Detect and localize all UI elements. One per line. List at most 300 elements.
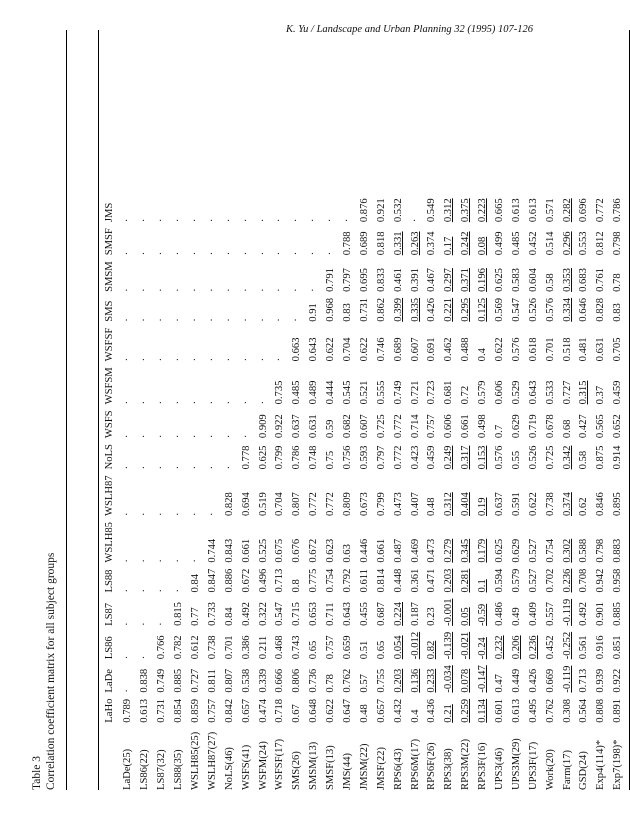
table-cell bbox=[323, 629, 340, 662]
cell-value: 0.618 bbox=[527, 337, 539, 362]
table-cell bbox=[610, 225, 627, 258]
cell-value: 0.922 bbox=[274, 414, 286, 439]
cell-value: 0.749 bbox=[156, 668, 168, 693]
table-cell bbox=[221, 595, 238, 628]
table-cell bbox=[204, 662, 221, 695]
table-cell bbox=[441, 364, 458, 407]
cell-value: 0.571 bbox=[544, 198, 556, 223]
cell-value: 0.743 bbox=[291, 635, 303, 660]
table-cell bbox=[238, 364, 255, 407]
table-cell bbox=[221, 195, 238, 225]
table-cell bbox=[542, 472, 559, 519]
table-cell bbox=[272, 441, 289, 472]
cell-value: · bbox=[257, 218, 269, 223]
table-row bbox=[559, 195, 576, 790]
table-cell bbox=[407, 595, 424, 628]
cell-value: 0.689 bbox=[392, 337, 404, 362]
cell-value: · bbox=[190, 318, 201, 322]
row-label: WSLH85(25) bbox=[190, 731, 201, 790]
cell-value: 0.054 bbox=[392, 635, 404, 660]
cell-value: 0.704 bbox=[274, 492, 286, 517]
cell-value: 0.555 bbox=[375, 380, 387, 405]
table-cell bbox=[407, 696, 424, 726]
table-cell bbox=[188, 441, 205, 472]
cell-value: 0.721 bbox=[409, 380, 421, 405]
cell-value: · bbox=[206, 465, 218, 470]
table-cell bbox=[458, 225, 475, 258]
table-cell bbox=[171, 696, 188, 726]
cell-value: · bbox=[240, 218, 252, 223]
cell-value: 0.455 bbox=[358, 602, 370, 626]
table-cell bbox=[323, 258, 340, 295]
cell-value: · bbox=[122, 318, 134, 322]
cell-value: 0.48 bbox=[426, 497, 438, 517]
cell-value: 0.461 bbox=[392, 268, 404, 292]
table-label: Table 3 bbox=[31, 755, 43, 790]
table-cell bbox=[475, 662, 492, 695]
cell-value: 0.386 bbox=[240, 635, 252, 660]
table-cell bbox=[542, 364, 559, 407]
table-row bbox=[356, 195, 373, 790]
table-cell bbox=[593, 407, 610, 441]
cell-value: 0.733 bbox=[206, 602, 218, 626]
table-cell bbox=[154, 629, 171, 662]
cell-value: 0.754 bbox=[325, 568, 337, 593]
cell-value: 0.939 bbox=[595, 668, 607, 693]
table-cell bbox=[340, 629, 357, 662]
table-cell bbox=[407, 662, 424, 695]
cell-value: 0.297 bbox=[443, 268, 455, 292]
table-cell bbox=[272, 295, 289, 325]
header-row bbox=[98, 195, 120, 790]
cell-value: 0.809 bbox=[342, 492, 354, 517]
table-cell bbox=[475, 295, 492, 325]
row-label: WSLH87(27) bbox=[206, 731, 218, 790]
table-cell bbox=[441, 595, 458, 628]
table-cell bbox=[137, 258, 154, 295]
table-cell bbox=[171, 225, 188, 258]
row-label: JMSM(22) bbox=[358, 743, 370, 790]
cell-value: · bbox=[190, 434, 201, 439]
table-row bbox=[340, 195, 357, 790]
cell-value: · bbox=[173, 512, 185, 517]
cell-value: 0.409 bbox=[527, 602, 539, 626]
table-cell bbox=[390, 258, 407, 295]
table-cell bbox=[424, 629, 441, 662]
table-cell bbox=[508, 441, 525, 472]
table-cell bbox=[593, 325, 610, 365]
cell-value: 0.723 bbox=[426, 380, 438, 405]
table-cell bbox=[289, 441, 306, 472]
cell-value: 0.646 bbox=[578, 297, 590, 322]
cell-value: 0.725 bbox=[544, 445, 556, 470]
table-cell bbox=[508, 519, 525, 566]
cell-value: 0.859 bbox=[190, 698, 201, 723]
cell-value: 0.426 bbox=[527, 668, 539, 693]
cell-value: 0.678 bbox=[544, 414, 556, 439]
cell-value: 0.67 bbox=[291, 704, 303, 723]
cell-value: 0.676 bbox=[291, 538, 303, 563]
cell-value: 0.223 bbox=[477, 198, 489, 223]
table-cell bbox=[171, 519, 188, 566]
cell-value: · bbox=[173, 218, 185, 223]
cell-value: 0.757 bbox=[325, 635, 337, 660]
cell-value: 0.701 bbox=[223, 635, 235, 660]
cell-value: 0.569 bbox=[494, 297, 506, 322]
table-cell bbox=[272, 407, 289, 441]
cell-value: 0.798 bbox=[595, 538, 607, 563]
cell-value: 0.91 bbox=[308, 303, 320, 322]
row-label: UPS3F(17) bbox=[527, 741, 539, 790]
cell-value: 0.792 bbox=[342, 568, 354, 593]
table-cell bbox=[610, 629, 627, 662]
table-cell bbox=[424, 519, 441, 566]
row-label: Farm(17) bbox=[561, 749, 573, 790]
table-cell bbox=[171, 595, 188, 628]
table-cell bbox=[407, 407, 424, 441]
table-cell bbox=[542, 566, 559, 596]
cell-value: · bbox=[122, 512, 134, 517]
table-cell bbox=[475, 519, 492, 566]
cell-value: · bbox=[291, 318, 303, 322]
cell-value: 0.58 bbox=[578, 450, 590, 470]
table-cell bbox=[525, 629, 542, 662]
cell-value: 0.691 bbox=[426, 337, 438, 362]
table-cell bbox=[120, 696, 137, 726]
table-cell bbox=[559, 519, 576, 566]
cell-value: · bbox=[156, 512, 168, 517]
table-cell bbox=[508, 364, 525, 407]
table-cell bbox=[458, 407, 475, 441]
table-cell bbox=[424, 595, 441, 628]
cell-value: · bbox=[156, 588, 168, 593]
table-cell bbox=[475, 696, 492, 726]
cell-value: 0.518 bbox=[561, 337, 573, 362]
row-label: RPS3F(16) bbox=[477, 742, 489, 790]
cell-value: 0.648 bbox=[308, 698, 320, 723]
cell-value: 0.754 bbox=[544, 538, 556, 563]
cell-value: 0.564 bbox=[578, 698, 590, 723]
cell-value: 0.818 bbox=[375, 231, 387, 256]
cell-value: 0.62 bbox=[578, 497, 590, 517]
cell-value: · bbox=[139, 357, 151, 362]
table-cell bbox=[610, 662, 627, 695]
cell-value: 0.798 bbox=[612, 231, 624, 256]
table-row bbox=[424, 195, 441, 790]
cell-value: 0.322 bbox=[257, 602, 269, 626]
table-cell bbox=[441, 566, 458, 596]
table-cell bbox=[492, 696, 509, 726]
table-cell bbox=[238, 566, 255, 596]
cell-value: 0.815 bbox=[173, 602, 185, 626]
cell-value: 0.317 bbox=[460, 445, 472, 470]
table-row bbox=[238, 195, 255, 790]
cell-value: 0.236 bbox=[527, 635, 539, 660]
row-label: UPS3M(29) bbox=[510, 738, 522, 790]
cell-value: · bbox=[139, 655, 151, 660]
cell-value: 0.279 bbox=[443, 538, 455, 563]
row-label: LS87(32) bbox=[156, 749, 168, 790]
cell-value: · bbox=[122, 400, 134, 405]
cell-value: 0.806 bbox=[291, 668, 303, 693]
cell-value: 0.782 bbox=[173, 635, 185, 660]
table-caption-block bbox=[30, 553, 58, 790]
table-cell bbox=[340, 595, 357, 628]
cell-value: 0.196 bbox=[477, 268, 489, 292]
table-cell bbox=[340, 519, 357, 566]
table-cell bbox=[593, 225, 610, 258]
cell-value: 0.797 bbox=[375, 445, 387, 470]
table-body bbox=[120, 195, 627, 790]
cell-value: 0.669 bbox=[544, 668, 556, 693]
cell-value: 0.713 bbox=[274, 568, 286, 593]
table-cell bbox=[373, 195, 390, 225]
table-cell bbox=[323, 662, 340, 695]
table-cell bbox=[508, 407, 525, 441]
table-cell bbox=[441, 662, 458, 695]
table-cell bbox=[559, 364, 576, 407]
cell-value: 0.446 bbox=[358, 538, 370, 563]
table-cell bbox=[238, 696, 255, 726]
cell-value: · bbox=[173, 318, 185, 322]
table-cell bbox=[323, 407, 340, 441]
row-label: SMSF(13) bbox=[325, 745, 337, 790]
cell-value: -0.034 bbox=[443, 665, 455, 693]
running-head: K. Yu / Landscape and Urban Planning 32 (1995) 107-126 bbox=[286, 24, 533, 35]
cell-value: 0.65 bbox=[308, 640, 320, 660]
table-row bbox=[373, 195, 390, 790]
table-cell bbox=[272, 472, 289, 519]
cell-value: 0.637 bbox=[494, 492, 506, 517]
table-cell bbox=[137, 566, 154, 596]
table-cell bbox=[525, 407, 542, 441]
table-cell bbox=[204, 441, 221, 472]
column-header: WSFSM bbox=[103, 367, 115, 405]
cell-value: 0.452 bbox=[527, 231, 539, 256]
cell-value: · bbox=[156, 559, 168, 563]
table-cell bbox=[593, 195, 610, 225]
table-cell bbox=[306, 195, 323, 225]
cell-value: 0.914 bbox=[612, 445, 624, 470]
cell-value: 0.625 bbox=[494, 268, 506, 292]
table-cell bbox=[593, 566, 610, 596]
cell-value: 0.489 bbox=[308, 380, 320, 405]
table-cell bbox=[255, 225, 272, 258]
cell-value: 0.136 bbox=[409, 668, 421, 693]
table-cell bbox=[525, 566, 542, 596]
table-cell bbox=[289, 364, 306, 407]
cell-value: · bbox=[173, 400, 185, 405]
cell-value: 0.683 bbox=[578, 268, 590, 292]
table-cell bbox=[458, 519, 475, 566]
table-cell bbox=[356, 258, 373, 295]
table-cell bbox=[188, 519, 205, 566]
table-cell bbox=[373, 629, 390, 662]
cell-value: 0.607 bbox=[409, 337, 421, 362]
cell-value: 0.661 bbox=[460, 414, 472, 439]
table-cell bbox=[407, 519, 424, 566]
cell-value: 0.921 bbox=[375, 198, 387, 223]
table-cell bbox=[492, 566, 509, 596]
cell-value: 0.713 bbox=[578, 668, 590, 693]
cell-value: 0.342 bbox=[561, 445, 573, 470]
cell-value: · bbox=[274, 318, 286, 322]
table-cell bbox=[356, 519, 373, 566]
table-cell bbox=[171, 566, 188, 596]
table-cell bbox=[373, 595, 390, 628]
table-cell bbox=[559, 472, 576, 519]
row-label: RPS6(43) bbox=[392, 748, 404, 790]
cell-value: 0.259 bbox=[460, 698, 472, 723]
cell-value: 0.631 bbox=[595, 337, 607, 362]
cell-value: · bbox=[122, 357, 134, 362]
table-cell bbox=[137, 295, 154, 325]
cell-value: 0.876 bbox=[358, 198, 370, 223]
table-cell bbox=[424, 407, 441, 441]
table-cell bbox=[525, 595, 542, 628]
cell-value: 0.78 bbox=[612, 273, 624, 292]
table-caption: Correlation coefficient matrix for all subject groups bbox=[45, 552, 57, 790]
cell-value: · bbox=[223, 288, 235, 292]
table-cell bbox=[221, 225, 238, 258]
table-cell bbox=[171, 364, 188, 407]
cell-value: 0.629 bbox=[510, 414, 522, 439]
cell-value: 0.533 bbox=[544, 380, 556, 405]
table-cell bbox=[390, 441, 407, 472]
table-cell bbox=[475, 595, 492, 628]
table-cell bbox=[204, 519, 221, 566]
cell-value: 0.702 bbox=[544, 568, 556, 593]
cell-value: 0.19 bbox=[477, 497, 489, 517]
cell-value: 0.942 bbox=[595, 568, 607, 593]
table-cell bbox=[188, 566, 205, 596]
table-cell bbox=[154, 325, 171, 365]
cell-value: 0.296 bbox=[561, 231, 573, 256]
cell-value: · bbox=[139, 318, 151, 322]
cell-value: 0.576 bbox=[544, 297, 556, 322]
cell-value: · bbox=[223, 357, 235, 362]
cell-value: 0.623 bbox=[325, 538, 337, 563]
cell-value: 0.772 bbox=[595, 198, 607, 223]
cell-value: 0.399 bbox=[392, 297, 404, 322]
cell-value: · bbox=[291, 251, 303, 256]
table-cell bbox=[137, 364, 154, 407]
table-cell bbox=[390, 519, 407, 566]
table-cell bbox=[120, 225, 137, 258]
table-cell bbox=[576, 472, 593, 519]
table-cell bbox=[340, 662, 357, 695]
cell-value: 0.335 bbox=[409, 297, 421, 322]
table-cell bbox=[559, 258, 576, 295]
cell-value: · bbox=[139, 251, 151, 256]
table-cell bbox=[188, 595, 205, 628]
table-cell bbox=[188, 325, 205, 365]
cell-value: 0.565 bbox=[595, 414, 607, 439]
table-cell bbox=[255, 696, 272, 726]
table-row bbox=[593, 195, 610, 790]
table-cell bbox=[441, 407, 458, 441]
cell-value: · bbox=[240, 434, 252, 439]
table-cell bbox=[289, 472, 306, 519]
table-cell bbox=[120, 295, 137, 325]
table-cell bbox=[559, 441, 576, 472]
table-cell bbox=[424, 696, 441, 726]
table-cell bbox=[542, 595, 559, 628]
table-cell bbox=[356, 364, 373, 407]
table-cell bbox=[221, 629, 238, 662]
cell-value: · bbox=[139, 622, 151, 626]
table-cell bbox=[272, 595, 289, 628]
table-cell bbox=[407, 295, 424, 325]
cell-value: 0.203 bbox=[392, 668, 404, 693]
cell-value: · bbox=[291, 288, 303, 292]
table-cell bbox=[154, 225, 171, 258]
table-cell bbox=[356, 696, 373, 726]
cell-value: -0.24 bbox=[477, 637, 489, 660]
table-row bbox=[542, 195, 559, 790]
cell-value: 0.647 bbox=[342, 698, 354, 723]
cell-value: 0.604 bbox=[527, 268, 539, 292]
table-cell bbox=[255, 662, 272, 695]
cell-value: 0.525 bbox=[257, 538, 269, 563]
table-cell bbox=[323, 225, 340, 258]
cell-value: 0.47 bbox=[494, 674, 506, 693]
table-cell bbox=[255, 629, 272, 662]
cell-value: 0.731 bbox=[156, 698, 168, 723]
table-cell bbox=[542, 519, 559, 566]
table-cell bbox=[221, 519, 238, 566]
cell-value: 0.315 bbox=[578, 380, 590, 405]
table-row bbox=[120, 195, 137, 790]
table-cell bbox=[188, 225, 205, 258]
cell-value: 0.631 bbox=[308, 414, 320, 439]
table-cell bbox=[204, 325, 221, 365]
table-row bbox=[323, 195, 340, 790]
cell-value: 0.547 bbox=[274, 602, 286, 626]
table-row bbox=[610, 195, 627, 790]
table-cell bbox=[340, 295, 357, 325]
table-cell bbox=[424, 295, 441, 325]
cell-value: 0.622 bbox=[325, 698, 337, 723]
cell-value: 0.786 bbox=[612, 198, 624, 223]
table-cell bbox=[390, 472, 407, 519]
table-cell bbox=[576, 325, 593, 365]
cell-value: 0.744 bbox=[206, 538, 218, 563]
cell-value: 0.469 bbox=[409, 538, 421, 563]
table-cell bbox=[255, 195, 272, 225]
cell-value: 0.687 bbox=[375, 602, 387, 626]
cell-value: 0.371 bbox=[460, 268, 472, 292]
cell-value: 0.63 bbox=[342, 544, 354, 563]
table-row bbox=[171, 195, 188, 790]
cell-value: 0.847 bbox=[206, 568, 218, 593]
table-cell bbox=[120, 595, 137, 628]
cell-value: · bbox=[240, 400, 252, 405]
cell-value: 0.05 bbox=[460, 607, 472, 626]
cell-value: 0.436 bbox=[426, 698, 438, 723]
table-cell bbox=[542, 225, 559, 258]
cell-value: 0.828 bbox=[223, 492, 235, 517]
cell-value: 0.761 bbox=[595, 268, 607, 292]
table-cell bbox=[373, 662, 390, 695]
cell-value: 0.576 bbox=[510, 337, 522, 362]
cell-value: 0.83 bbox=[342, 303, 354, 322]
cell-value: 0.471 bbox=[426, 568, 438, 593]
cell-value: 0.486 bbox=[494, 602, 506, 626]
cell-value: 0.462 bbox=[443, 337, 455, 362]
table-cell bbox=[323, 364, 340, 407]
table-cell bbox=[576, 566, 593, 596]
